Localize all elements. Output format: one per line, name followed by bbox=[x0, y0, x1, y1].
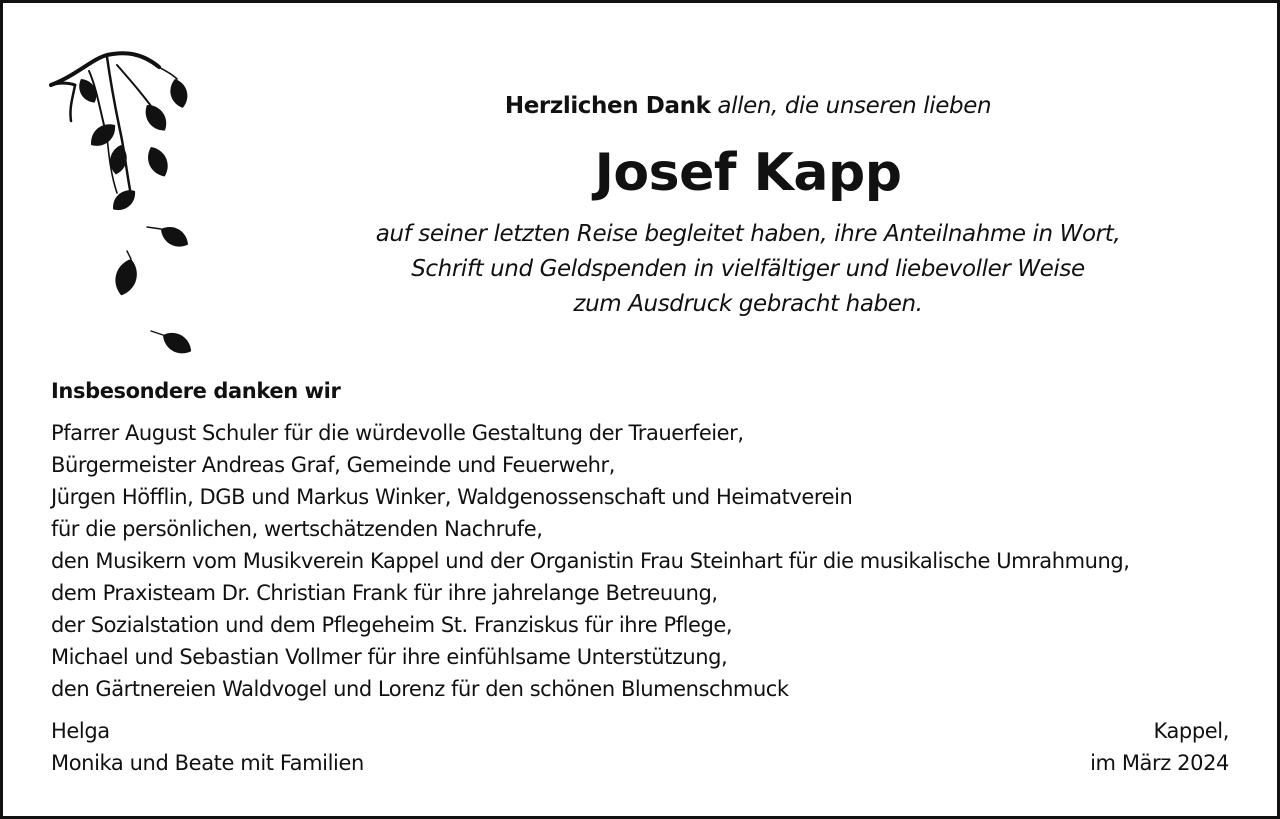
thanks-line: Jürgen Höfflin, DGB und Markus Winker, Waldgenossenschaft und Heimatverein bbox=[51, 485, 853, 509]
intro-line bbox=[243, 91, 1253, 121]
thanks-line: Pfarrer August Schuler für die würdevolle Gestaltung der Trauerfeier, bbox=[51, 421, 744, 445]
signature-line: Monika und Beate mit Familien bbox=[51, 751, 364, 775]
thanks-heading: Insbesondere danken wir bbox=[51, 379, 341, 403]
thanks-line: dem Praxisteam Dr. Christian Frank für ihre jahrelange Betreuung, bbox=[51, 581, 718, 605]
intro-bold: Herzlichen Dank bbox=[504, 93, 711, 119]
date-line: im März 2024 bbox=[1090, 751, 1229, 775]
thanks-line: für die persönlichen, wertschätzenden Nachrufe, bbox=[51, 517, 543, 541]
lead-line: auf seiner letzten Reise begleitet haben, ihre Anteilnahme in Wort, bbox=[375, 221, 1121, 247]
lead-paragraph bbox=[243, 217, 1253, 322]
thanks-line: den Musikern vom Musikverein Kappel und der Organistin Frau Steinhart für die musikalische Umrahmung, bbox=[51, 549, 1130, 573]
family-signature bbox=[51, 715, 364, 779]
deceased-name: Josef Kapp bbox=[594, 143, 902, 203]
place-date bbox=[1090, 715, 1229, 779]
branch-with-leaves-icon bbox=[47, 45, 197, 365]
signature-line: Helga bbox=[51, 719, 110, 743]
place-line: Kappel, bbox=[1153, 719, 1229, 743]
thanks-list bbox=[51, 417, 1251, 705]
intro-italic: allen, die unseren lieben bbox=[717, 93, 992, 119]
thanks-line: den Gärtnereien Waldvogel und Lorenz für den schönen Blumenschmuck bbox=[51, 677, 789, 701]
thanks-line: Michael und Sebastian Vollmer für ihre einfühlsame Unterstützung, bbox=[51, 645, 728, 669]
lead-line: zum Ausdruck gebracht haben. bbox=[573, 291, 923, 317]
thanks-line: Bürgermeister Andreas Graf, Gemeinde und Feuerwehr, bbox=[51, 453, 615, 477]
lead-line: Schrift und Geldspenden in vielfältiger und liebevoller Weise bbox=[411, 256, 1085, 282]
thanks-line: der Sozialstation und dem Pflegeheim St. Franziskus für ihre Pflege, bbox=[51, 613, 733, 637]
